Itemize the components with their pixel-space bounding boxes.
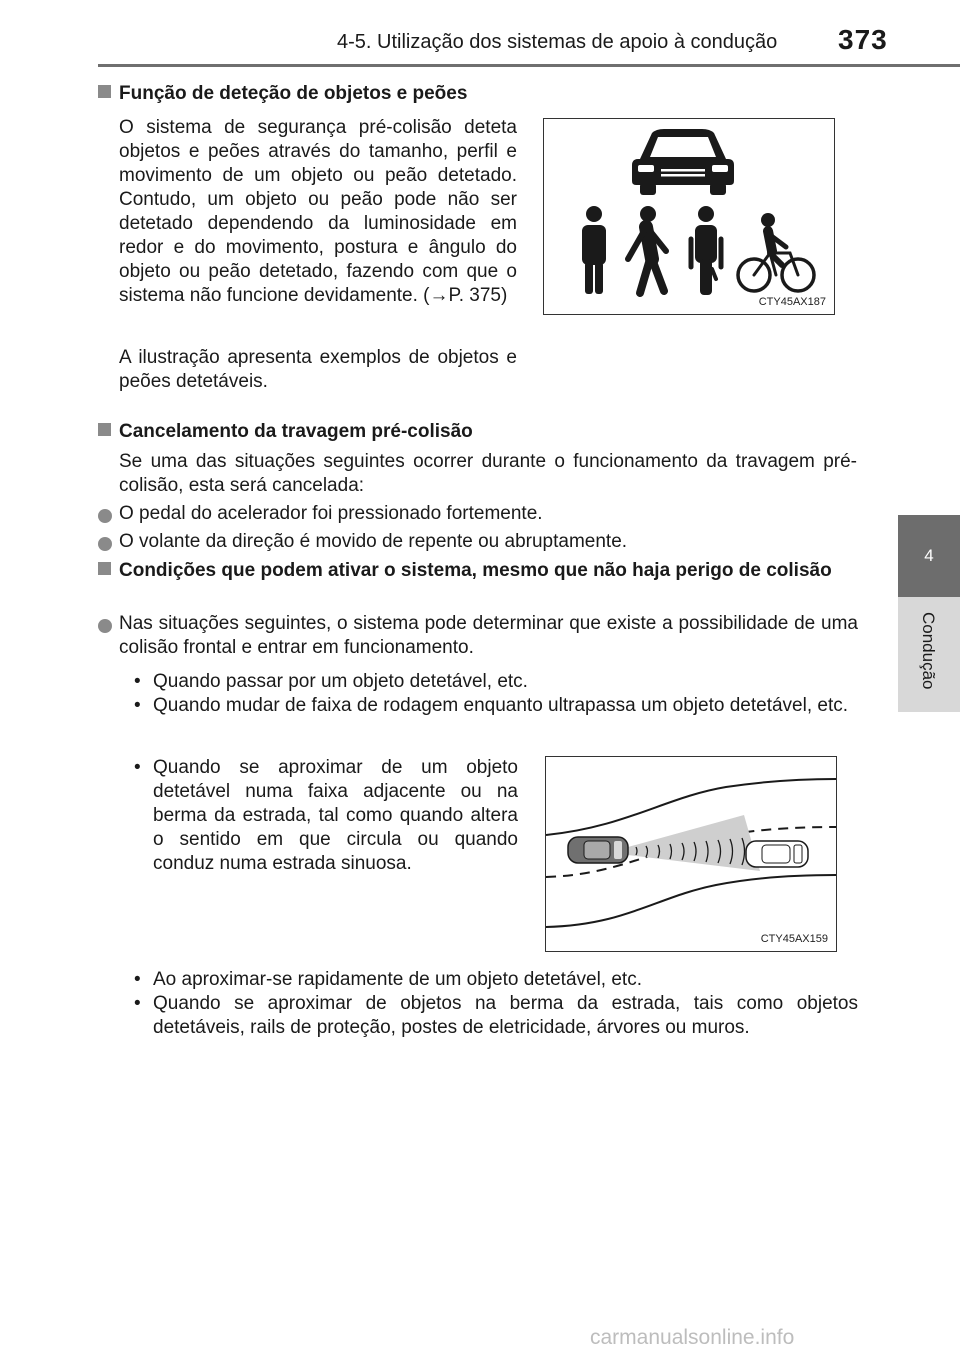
square-bullet-icon — [98, 423, 111, 436]
header-divider — [98, 64, 960, 67]
chapter-number: 4 — [924, 546, 934, 565]
list-item: • Quando se aproximar de um objeto detetável numa faixa adjacente ou na berma da estrada, tal como quando altera o sentido em que circula ou quando conduz numa estrada sinuosa. — [128, 756, 518, 876]
detectable-objects-illustration — [544, 119, 834, 314]
section-heading-detection: Função de deteção de objetos e peões — [98, 82, 538, 106]
curved-road-illustration — [546, 757, 836, 951]
dot-marker: • — [134, 757, 141, 778]
list-item: • Ao aproximar-se rapidamente de um objeto detetável, etc. — [128, 968, 858, 992]
circle-bullet-icon — [98, 619, 112, 633]
figure-code: CTY45AX187 — [758, 296, 826, 308]
standing-pedestrian-icon — [582, 206, 606, 294]
paragraph-illustration-note: A ilustração apresenta exemplos de objetos e peões detetáveis. — [119, 347, 517, 392]
figure-adjacent-lane — [545, 756, 837, 952]
header-title: 4-5. Utilização dos sistemas de apoio à condução — [337, 31, 778, 53]
circle-bullet-icon — [98, 509, 112, 523]
section-heading-cancel: Cancelamento da travagem pré-colisão — [98, 420, 858, 444]
watermark: carmanualsonline.info — [590, 1326, 795, 1349]
figure-detectable-objects — [543, 118, 835, 315]
car-front-icon — [632, 129, 734, 195]
section-heading-activation: Condições que podem ativar o sistema, mesmo que não haja perigo de colisão — [98, 559, 858, 583]
figure-code: CTY45AX159 — [760, 933, 828, 945]
page-number: 373 — [838, 24, 888, 55]
list-item: O pedal do acelerador foi pressionado fortemente. — [98, 502, 858, 530]
list-item: O volante da direção é movido de repente ou abruptamente. — [98, 530, 858, 558]
chapter-label: Condução — [919, 612, 938, 690]
road-edge-top — [546, 779, 836, 835]
paragraph-detection-description: O sistema de segurança pré-colisão deteta objetos e peões através do tamanho, perfil e movimento de um objeto ou peão detetado. Contudo, um objeto ou peão pode não ser detetado dependendo da luminosidade em redor e do movimento, postura e ângulo do objeto ou peão detetado, fazendo com que o sistema não funcione devidamente. (→P. 375) — [119, 117, 517, 306]
road-edge-bottom — [546, 875, 836, 927]
list-item: • Quando passar por um objeto detetável, etc. — [128, 670, 858, 694]
cyclist-front-icon — [691, 206, 721, 295]
paragraph-cancel-conditions: Se uma das situações seguintes ocorrer durante o funcionamento da travagem pré-colisão, esta será cancelada: — [119, 451, 857, 496]
own-car-icon — [568, 837, 628, 863]
list-item: Nas situações seguintes, o sistema pode determinar que existe a possibilidade de uma colisão frontal e entrar em funcionamento. — [98, 612, 858, 660]
walking-pedestrian-icon — [628, 206, 666, 293]
square-bullet-icon — [98, 85, 111, 98]
dot-marker: • — [134, 969, 141, 990]
dot-marker: • — [134, 695, 141, 716]
square-bullet-icon — [98, 562, 111, 575]
dot-marker: • — [134, 671, 141, 692]
circle-bullet-icon — [98, 537, 112, 551]
cyclist-side-icon — [738, 213, 814, 291]
list-item: • Quando mudar de faixa de rodagem enquanto ultrapassa um objeto detetável, etc. — [128, 694, 858, 718]
other-car-icon — [746, 841, 808, 867]
dot-marker: • — [134, 993, 141, 1014]
list-item: • Quando se aproximar de objetos na berma da estrada, tais como objetos detetáveis, rails de proteção, postes de eletricidade, árvores ou muros. — [128, 992, 858, 1040]
